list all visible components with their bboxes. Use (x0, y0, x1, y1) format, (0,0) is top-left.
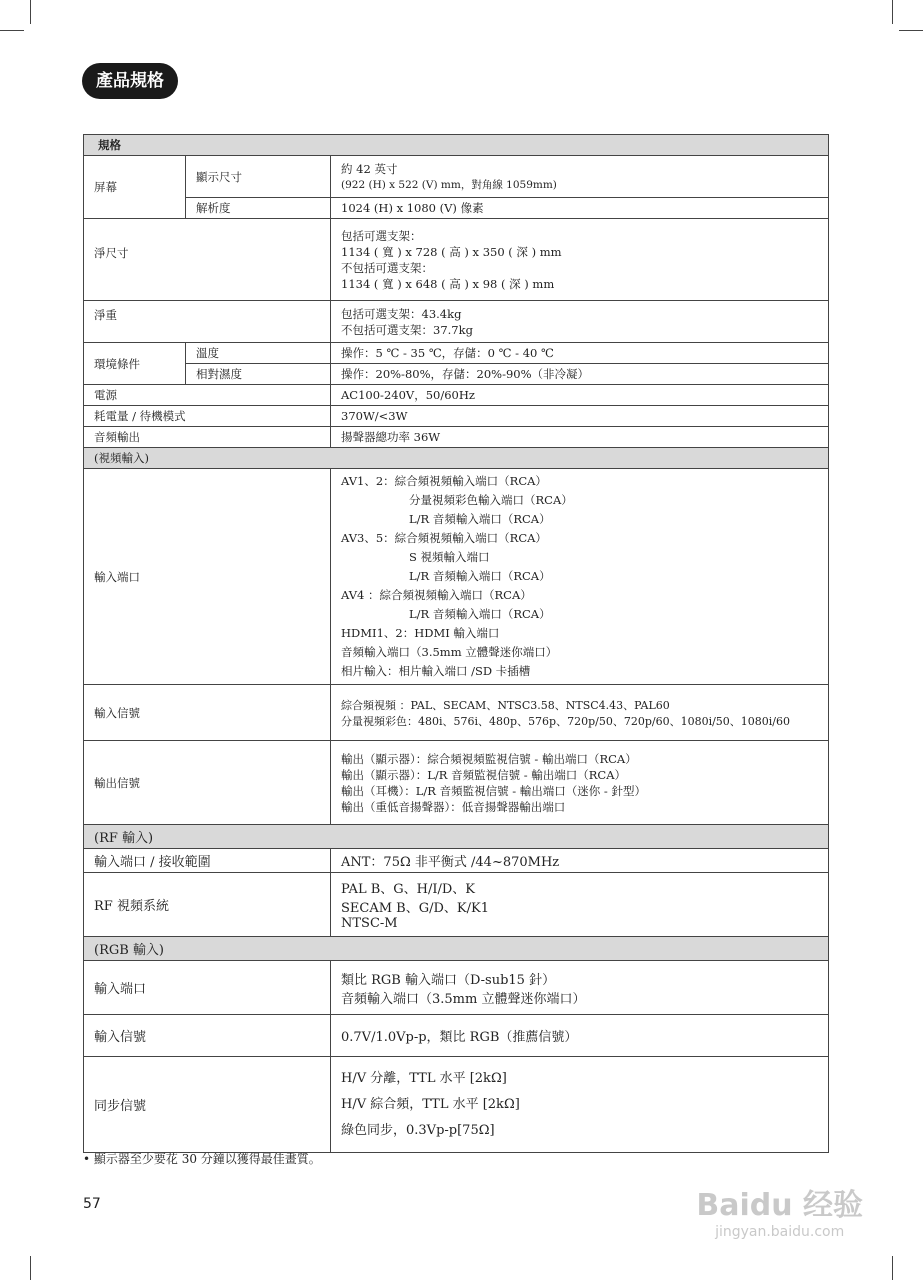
value-line: 音頻輸入端口（3.5mm 立體聲迷你端口） (341, 991, 586, 1007)
row-label-screen: 屏幕 (84, 156, 186, 219)
footnote: • 顯示器至少要花 30 分鐘以獲得最佳畫質。 (83, 1152, 321, 1166)
row-label-rf-input: 輸入端口 / 接收範圍 (84, 849, 331, 873)
rgb-input-ports-value (331, 961, 829, 1015)
video-output-signal-value (331, 741, 829, 825)
value-line: 1134 ( 寬 ) x 648 ( 高 ) x 98 ( 深 ) mm (341, 276, 555, 291)
value-line: 輸出（重低音揚聲器）：低音揚聲器輸出端口 (341, 799, 566, 814)
table-row (84, 301, 829, 343)
spec-table (83, 134, 829, 1153)
value-line: AV4 ：綜合頻視頻輸入端口（RCA） (341, 588, 532, 602)
rf-input-value: ANT：75Ω 非平衡式 /44~870MHz (331, 849, 829, 873)
screen-size-value (331, 156, 829, 198)
value-line: S 視頻輸入端口 (409, 550, 490, 564)
value-line: 輸出（顯示器）：L/R 音頻監視信號 - 輸出端口（RCA） (341, 767, 627, 782)
row-label-video-input-signal: 輸入信號 (84, 685, 331, 741)
value-line: L/R 音頻輸入端口（RCA） (409, 512, 551, 526)
table-row (84, 1057, 829, 1153)
table-row (84, 385, 829, 406)
crop-mark (892, 1256, 893, 1280)
audio-out-value: 揚聲器總功率 36W (331, 427, 829, 448)
value-line: 分量視頻彩色輸入端口（RCA） (409, 493, 573, 507)
rf-system-value (331, 873, 829, 937)
value-line: PAL B、G、H/I/D、K (341, 882, 476, 897)
row-sublabel-temp: 溫度 (186, 343, 331, 364)
page-heading: 產品規格 (82, 63, 178, 99)
row-label-video-output-signal: 輸出信號 (84, 741, 331, 825)
value-line: AV3、5：綜合頻視頻輸入端口（RCA） (341, 531, 547, 545)
table-header-row (84, 135, 829, 156)
table-row (84, 364, 829, 385)
table-row (84, 849, 829, 873)
row-label-net-size: 淨尺寸 (84, 219, 331, 301)
watermark-url: jingyan.baidu.com (715, 1224, 845, 1240)
rgb-sync-value (331, 1057, 829, 1153)
value-line: NTSC-M (341, 916, 398, 931)
row-label-rgb-input-signal: 輸入信號 (84, 1015, 331, 1057)
value-line: SECAM B、G/D、K/K1 (341, 901, 489, 916)
row-label-rf-system: RF 視頻系統 (84, 873, 331, 937)
section-rf: (RF 輸入) (84, 825, 829, 849)
row-label-rgb-input-ports: 輸入端口 (84, 961, 331, 1015)
value-line: 包括可選支架：43.4kg (341, 306, 462, 321)
table-row (84, 741, 829, 825)
consumption-value: 370W/<3W (331, 406, 829, 427)
value-line: 不包括可選支架： (341, 260, 433, 275)
temp-value: 操作：5 ℃ - 35 ℃，存儲：0 ℃ - 40 ℃ (331, 343, 829, 364)
resolution-value: 1024 (H) x 1080 (V) 像素 (331, 198, 829, 219)
crop-mark (30, 1256, 31, 1280)
value-line: 分量視頻彩色：480i、576i、480p、576p、720p/50、720p/60、1080i/50、1080i/60 (341, 714, 791, 728)
row-sublabel-size: 顯示尺寸 (186, 156, 331, 198)
value-line: 相片輸入：相片輸入端口 /SD 卡插槽 (341, 664, 531, 678)
row-sublabel-resolution: 解析度 (186, 198, 331, 219)
row-label-consumption: 耗電量 / 待機模式 (84, 406, 331, 427)
crop-mark (892, 0, 893, 24)
crop-mark (0, 30, 24, 31)
table-row (84, 343, 829, 364)
row-label-power: 電源 (84, 385, 331, 406)
value-line: 輸出（顯示器）：綜合頻視頻監視信號 - 輸出端口（RCA） (341, 751, 637, 766)
video-input-ports-value (331, 469, 829, 685)
table-row (84, 873, 829, 937)
section-rgb: (RGB 輸入) (84, 937, 829, 961)
table-row (84, 427, 829, 448)
section-row (84, 825, 829, 849)
table-row (84, 198, 829, 219)
row-label-video-input-ports: 輸入端口 (84, 469, 331, 685)
watermark-logo: Baidu 经验 (696, 1188, 863, 1223)
table-row (84, 1015, 829, 1057)
row-label-environment: 環境條件 (84, 343, 186, 385)
value-line: L/R 音頻輸入端口（RCA） (409, 607, 551, 621)
value-line: 1134 ( 寬 ) x 728 ( 高 ) x 350 ( 深 ) mm (341, 244, 562, 259)
video-input-signal-value (331, 685, 829, 741)
humidity-value: 操作：20%-80%，存儲：20%-90%（非冷凝） (331, 364, 829, 385)
value-line: 輸出（耳機）：L/R 音頻監視信號 - 輸出端口（迷你 - 針型） (341, 783, 646, 798)
value-line: L/R 音頻輸入端口（RCA） (409, 569, 551, 583)
crop-mark (899, 30, 923, 31)
rgb-input-signal-value: 0.7V/1.0Vp-p，類比 RGB（推薦信號） (331, 1015, 829, 1057)
power-value: AC100-240V，50/60Hz (331, 385, 829, 406)
value-line: AV1、2：綜合頻視頻輸入端口（RCA） (341, 474, 547, 488)
section-video: (視頻輸入) (84, 448, 829, 469)
row-label-rgb-sync: 同步信號 (84, 1057, 331, 1153)
row-sublabel-humidity: 相對濕度 (186, 364, 331, 385)
value-line: 包括可選支架： (341, 228, 422, 243)
table-row (84, 961, 829, 1015)
table-row (84, 685, 829, 741)
net-size-value (331, 219, 829, 301)
table-row (84, 219, 829, 301)
row-label-audio-out: 音頻輸出 (84, 427, 331, 448)
net-weight-value (331, 301, 829, 343)
value-line: 不包括可選支架：37.7kg (341, 322, 473, 337)
section-row (84, 937, 829, 961)
value-line: 音頻輸入端口（3.5mm 立體聲迷你端口） (341, 645, 558, 659)
value-line: (922 (H) x 522 (V) mm，對角線 1059mm) (341, 179, 557, 191)
watermark (696, 1180, 863, 1240)
section-row (84, 448, 829, 469)
value-line: H/V 綜合頻，TTL 水平 [2kΩ] (341, 1096, 520, 1112)
row-label-net-weight: 淨重 (84, 301, 331, 343)
table-row (84, 469, 829, 685)
page-number: 57 (83, 1196, 101, 1212)
value-line: H/V 分離，TTL 水平 [2kΩ] (341, 1070, 507, 1086)
crop-mark (30, 0, 31, 24)
value-line: 類比 RGB 輸入端口（D-sub15 針） (341, 972, 556, 988)
spec-header: 規格 (84, 135, 829, 156)
table-row (84, 156, 829, 198)
value-line: 約 42 英寸 (341, 162, 398, 176)
table-row (84, 406, 829, 427)
value-line: 綜合頻視頻 ：PAL、SECAM、NTSC3.58、NTSC4.43、PAL60 (341, 698, 670, 712)
value-line: 綠色同步，0.3Vp-p[75Ω] (341, 1122, 495, 1138)
value-line: HDMI1、2：HDMI 輸入端口 (341, 626, 500, 640)
